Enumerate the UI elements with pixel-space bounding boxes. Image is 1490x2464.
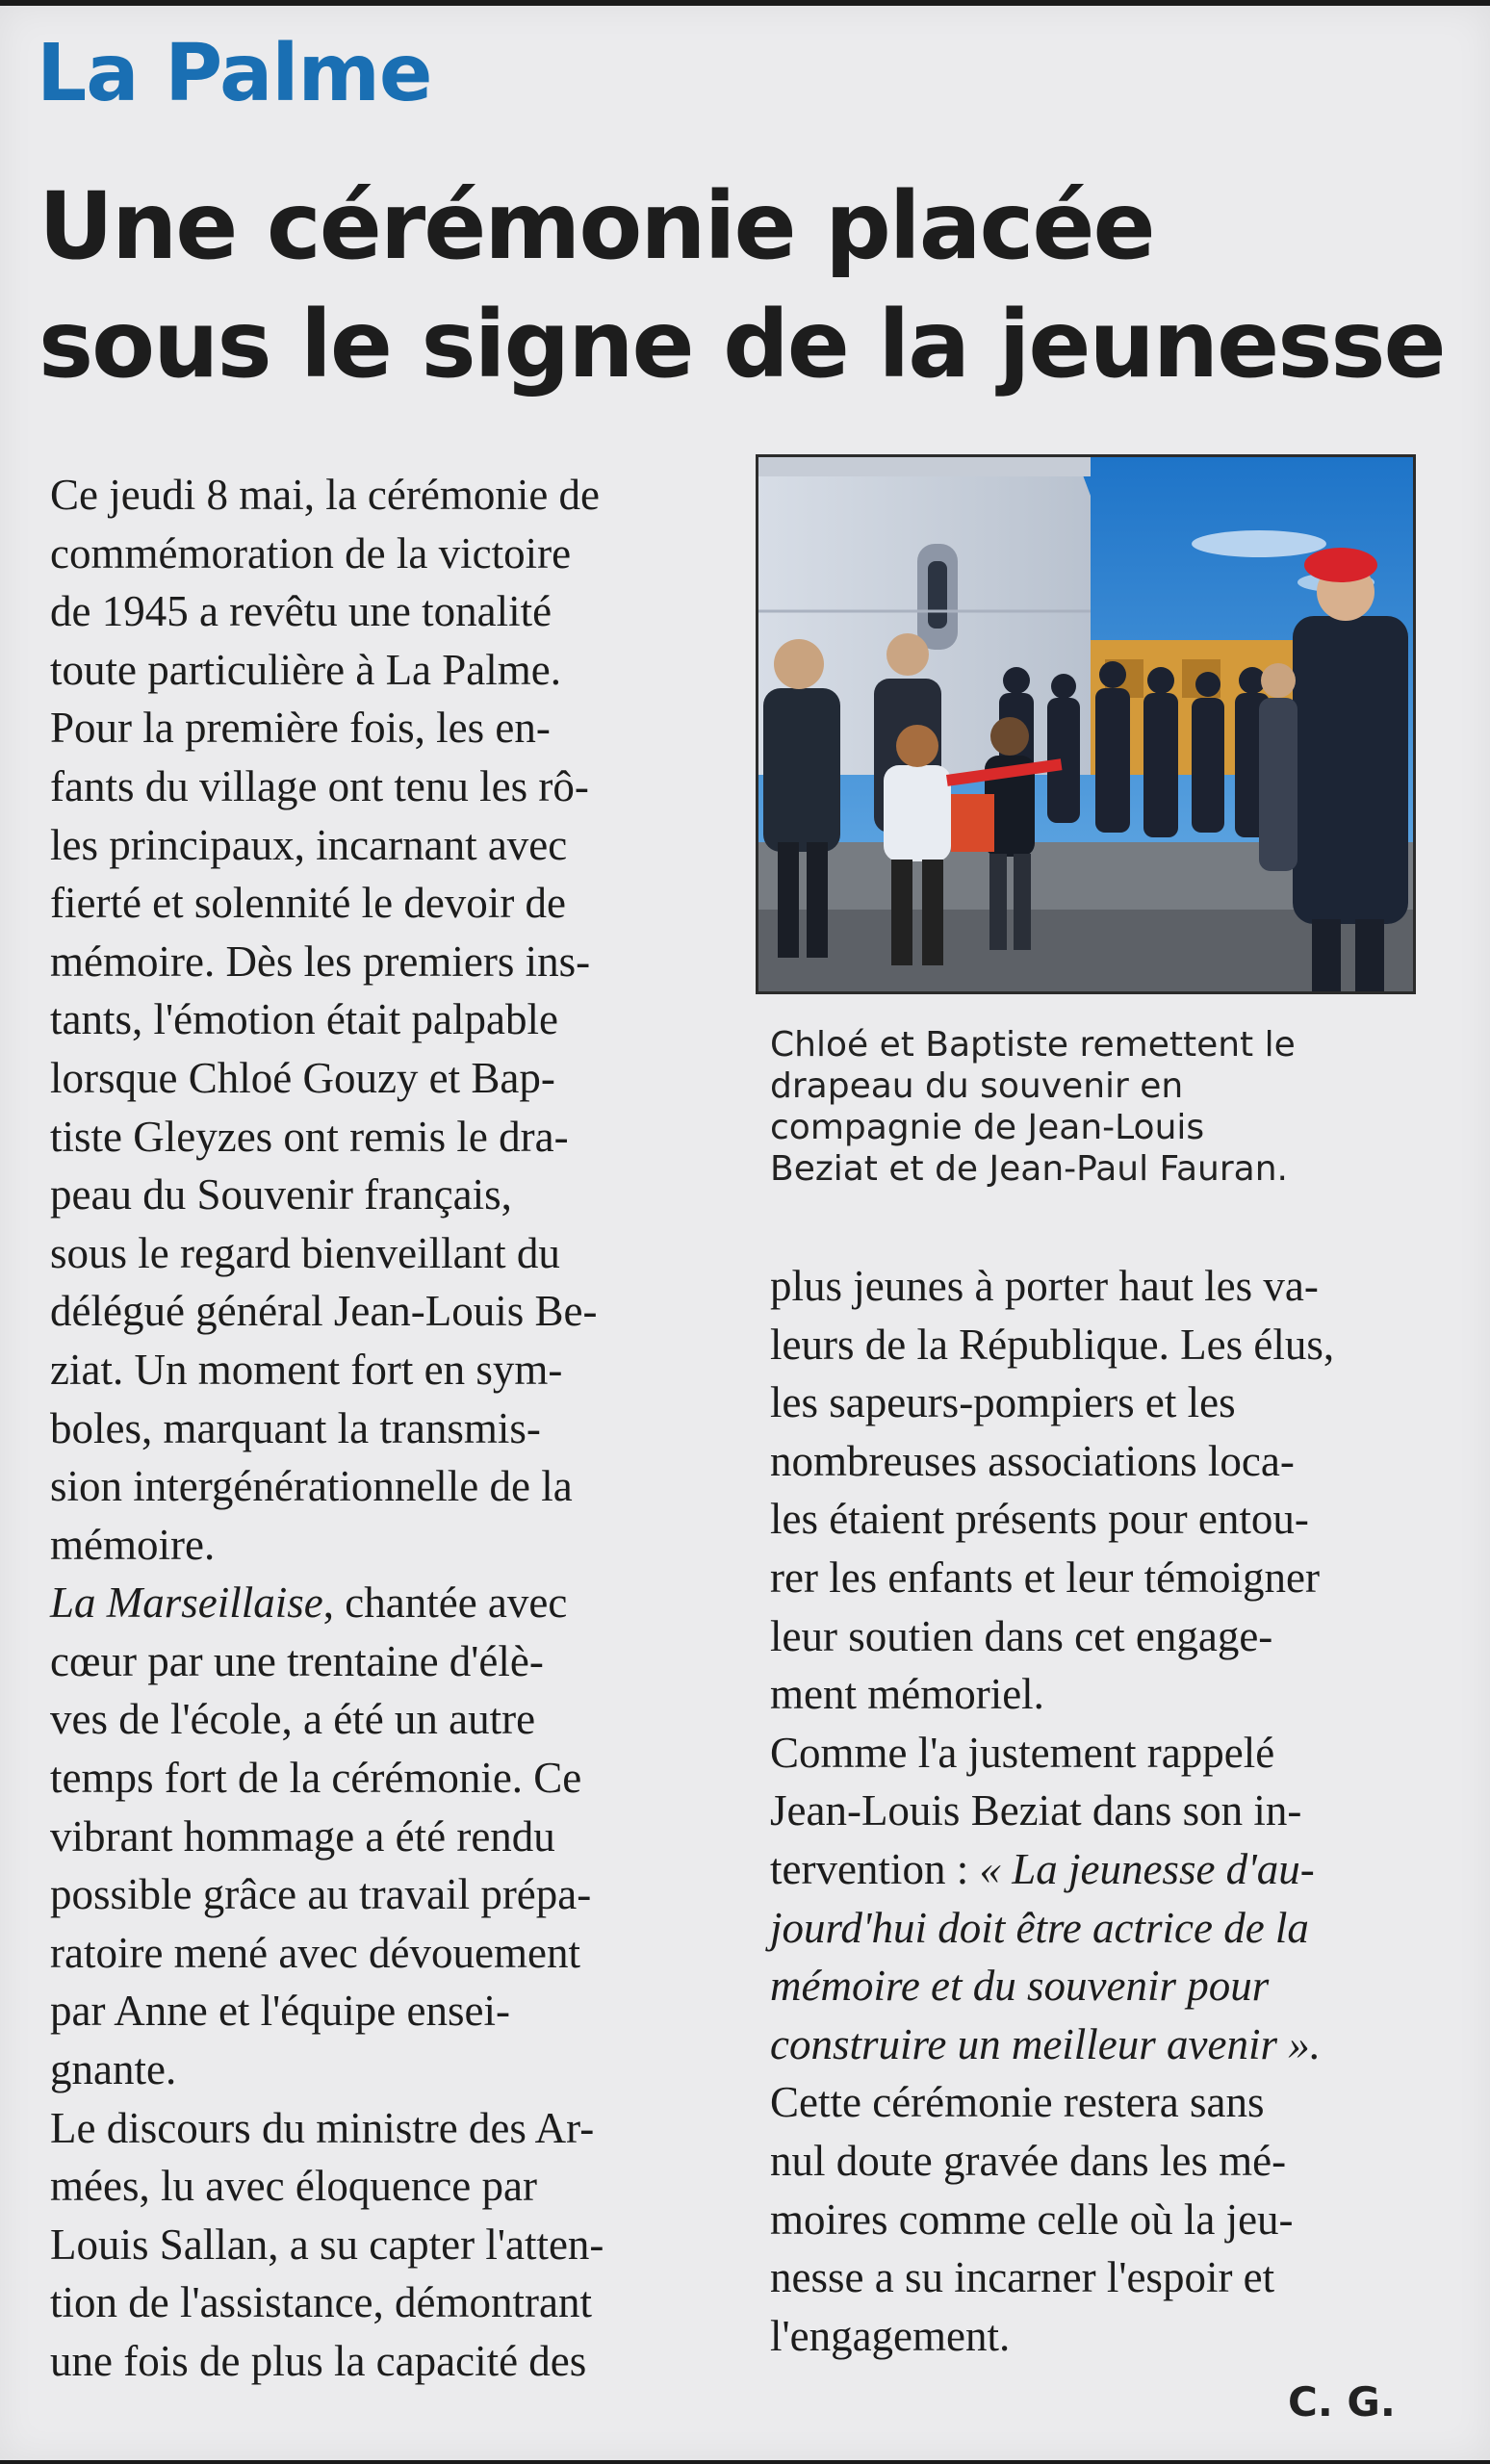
marseillaise-rest: , chantée avec <box>322 1578 568 1628</box>
text-line: possible grâce au travail prépa- <box>50 1870 592 1919</box>
text-line: leur soutien dans cet engage- <box>770 1611 1273 1660</box>
text-line: tiste Gleyzes ont remis le dra- <box>50 1112 569 1161</box>
text-line: sous le regard bienveillant du <box>50 1228 560 1277</box>
quote-text: « La jeunesse d'au- <box>979 1844 1315 1893</box>
left-column <box>50 466 724 2391</box>
text-line: ves de l'école, a été un autre <box>50 1695 536 1744</box>
text-line: temps fort de la cérémonie. Ce <box>50 1754 582 1803</box>
text-line: Comme l'a justement rappelé <box>770 1728 1275 1777</box>
marseillaise-line <box>50 1574 724 1632</box>
quote-intro: tervention : <box>770 1844 980 1893</box>
quote-line <box>770 1899 1415 1958</box>
quote-line <box>770 2015 1415 2074</box>
text-line: moires comme celle où la jeu- <box>770 2194 1294 2244</box>
ceremony-photo <box>756 454 1416 994</box>
text-line: par Anne et l'équipe ensei- <box>50 1987 510 2036</box>
text-line: les sapeurs-pompiers et les <box>770 1378 1236 1427</box>
text-line: tion de l'assistance, démontrant <box>50 2278 592 2327</box>
marseillaise-title: La Marseillaise <box>50 1578 323 1628</box>
text-line: nul doute gravée dans les mé- <box>770 2136 1287 2185</box>
text-line: mées, lu avec éloquence par <box>50 2162 537 2211</box>
newspaper-page <box>0 6 1490 2460</box>
text-line: Louis Sallan, a su capter l'atten- <box>50 2220 604 2269</box>
quote-text: jourd'hui doit être actrice de la <box>770 1903 1309 1952</box>
text-line: Ce jeudi 8 mai, la cérémonie de <box>50 471 601 519</box>
headline-line-1: Une cérémonie placée <box>39 172 1154 280</box>
text-line: sion intergénérationnelle de la <box>50 1462 573 1511</box>
text-line: de 1945 a revêtu une tonalité <box>50 587 552 636</box>
text-line: commémoration de la victoire <box>50 528 572 578</box>
author-byline: C. G. <box>1288 2378 1396 2426</box>
quote-line-1 <box>770 1840 1415 1899</box>
text-line: fants du village ont tenu les rô- <box>50 761 589 810</box>
text-line: une fois de plus la capacité des <box>50 2337 587 2385</box>
text-line: peau du Souvenir français, <box>50 1170 512 1219</box>
text-line: tants, l'émotion était palpable <box>50 995 558 1044</box>
text-line: ratoire mené avec dévouement <box>50 1928 580 1977</box>
text-line: ziat. Un moment fort en sym- <box>50 1345 563 1394</box>
text-line: boles, marquant la transmis- <box>50 1403 541 1452</box>
text-line: vibrant hommage a été rendu <box>50 1811 555 1861</box>
headline-line-2: sous le signe de la jeunesse <box>39 291 1445 398</box>
text-line: nesse a su incarner l'espoir et <box>770 2253 1275 2302</box>
text-line: Le discours du ministre des Ar- <box>50 2103 595 2152</box>
photo-caption <box>770 1024 1425 1190</box>
caption-line: drapeau du souvenir en <box>770 1066 1184 1106</box>
quote-line <box>770 1957 1415 2015</box>
caption-line: Beziat et de Jean-Paul Fauran. <box>770 1149 1288 1189</box>
text-line: leurs de la République. Les élus, <box>770 1320 1335 1369</box>
caption-line: Chloé et Baptiste remettent le <box>770 1025 1296 1065</box>
text-line: les principaux, incarnant avec <box>50 820 568 869</box>
text-line: Cette cérémonie restera sans <box>770 2078 1265 2127</box>
text-line: les étaient présents pour entou- <box>770 1495 1309 1544</box>
quote-text: mémoire et du souvenir pour <box>770 1962 1270 2011</box>
text-line: ment mémoriel. <box>770 1670 1044 1719</box>
text-line: Jean-Louis Beziat dans son in- <box>770 1786 1302 1835</box>
text-line: fierté et solennité le devoir de <box>50 879 567 928</box>
text-line: nombreuses associations loca- <box>770 1436 1295 1485</box>
text-line: gnante. <box>50 2045 177 2094</box>
text-line: mémoire. <box>50 1520 216 1569</box>
text-line: délégué général Jean-Louis Be- <box>50 1287 598 1336</box>
text-line: Pour la première fois, les en- <box>50 704 551 753</box>
text-line: plus jeunes à porter haut les va- <box>770 1262 1319 1310</box>
headline <box>39 167 1463 404</box>
right-column <box>770 1257 1415 2365</box>
text-line: cœur par une trentaine d'élè- <box>50 1636 544 1685</box>
text-line: mémoire. Dès les premiers ins- <box>50 937 591 986</box>
quote-text: construire un meilleur avenir ». <box>770 2019 1321 2068</box>
caption-line: compagnie de Jean-Louis <box>770 1108 1205 1147</box>
text-line: lorsque Chloé Gouzy et Bap- <box>50 1053 555 1102</box>
text-line: l'engagement. <box>770 2311 1011 2360</box>
text-line: toute particulière à La Palme. <box>50 645 562 694</box>
section-kicker: La Palme <box>37 28 432 119</box>
text-line: rer les enfants et leur témoigner <box>770 1553 1321 1602</box>
